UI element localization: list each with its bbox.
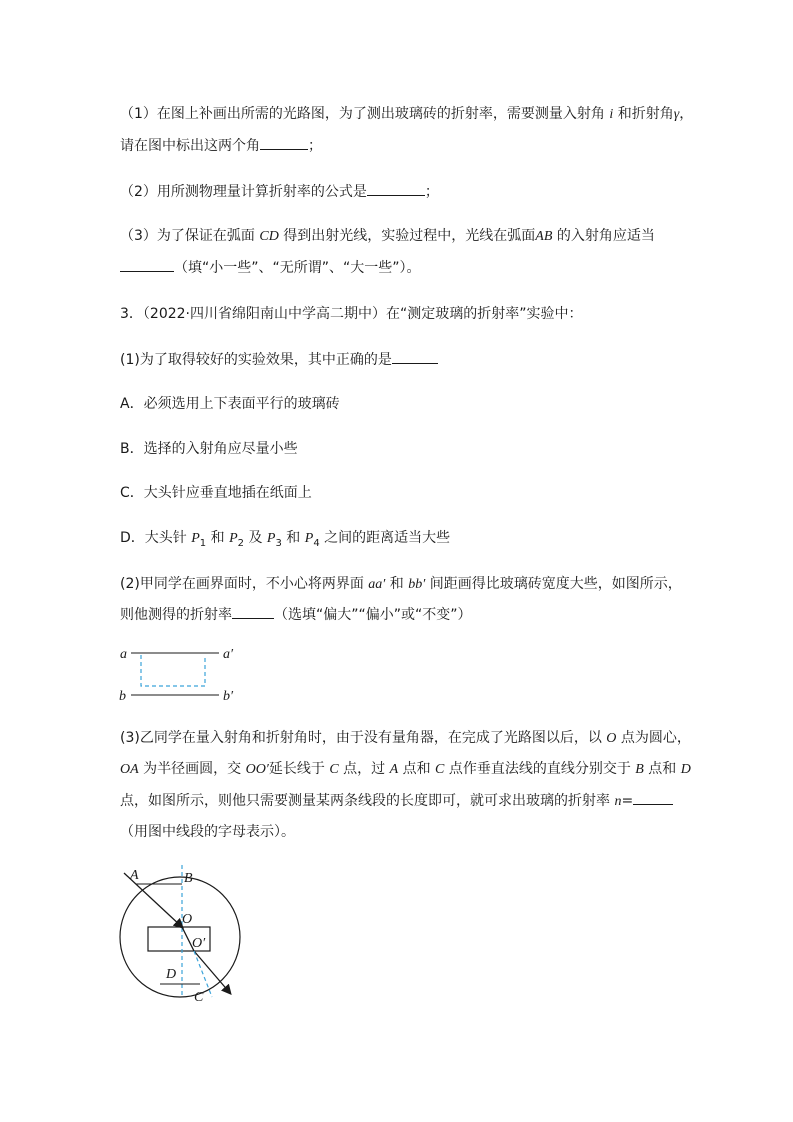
q2-part1-text-b: 和折射角 xyxy=(613,106,674,122)
q3-s3-oa: OA xyxy=(120,762,139,777)
q3-s2-text-a: (2)甲同学在画界面时，不小心将两界面 xyxy=(120,576,369,592)
q3-option-b: B．选择的入射角应尽量小些 xyxy=(120,441,298,457)
figure-interfaces xyxy=(115,643,255,703)
q3-option-d-text-e: 之间的距离适当大些 xyxy=(319,530,451,546)
label-a: a xyxy=(120,647,127,662)
q3-s3-l2-text-e: 点作垂直法线的直线分别交于 xyxy=(444,761,636,777)
q3-p2: P xyxy=(229,531,238,546)
q3-s2-aa: aa′ xyxy=(368,577,386,592)
q3-s3-line1 xyxy=(120,728,691,749)
label-C: C xyxy=(194,990,204,1005)
q2-part1-text-c: ， xyxy=(679,106,694,122)
q3-p1: P xyxy=(191,531,200,546)
q2-part3-text-a: （3）为了保证在弧面 xyxy=(120,228,260,244)
q3-option-d-text-a: D．大头针 xyxy=(120,530,192,546)
q3-s3-l1-o: O xyxy=(606,731,617,746)
q3-p3-sub: 3 xyxy=(275,537,282,549)
q3-s3-l2-text-d: 点和 xyxy=(398,761,436,777)
q3-s3-l3-text-a: 点，如图所示，则他只需要测量某两条线段的长度即可，就可求出玻璃的折射率 xyxy=(120,793,615,809)
q2-part3-blank[interactable] xyxy=(120,257,174,272)
q3-s2-text-c: 间距画得比玻璃砖宽度大些，如图所示， xyxy=(425,576,682,592)
q3-p1-sub: 1 xyxy=(199,537,207,549)
emergent-ray xyxy=(194,951,230,993)
q2-part1-line2-text: 请在图中标出这两个角 xyxy=(120,138,260,154)
q2-part2-line xyxy=(120,181,439,202)
q3-s1-blank[interactable] xyxy=(392,349,438,364)
q3-s3-oo: OO′ xyxy=(245,762,269,777)
q3-s3-line4: （用图中线段的字母表示）。 xyxy=(120,824,295,840)
q3-s2-text-b: 和 xyxy=(385,576,409,592)
q3-p2-sub: 2 xyxy=(237,537,245,549)
q2-part3-text-c: 的入射角应适当 xyxy=(552,228,655,244)
q3-s3-l2-text-c: 点，过 xyxy=(338,761,390,777)
q2-part2-text: （2）用所测物理量计算折射率的公式是 xyxy=(120,184,367,200)
q3-s3-l2-text-b: 延长线于 xyxy=(268,761,330,777)
q3-s3-blank[interactable] xyxy=(633,790,673,805)
label-O-prime: O′ xyxy=(192,936,206,951)
label-O: O xyxy=(182,912,193,927)
q3-s3-A: A xyxy=(389,762,399,777)
q3-option-d-text-c: 及 xyxy=(244,530,267,546)
q2-part3-cd: CD xyxy=(259,229,279,244)
q3-s3-l3-text-b: = xyxy=(621,793,634,809)
q3-header: 3．（2022·四川省绵阳南山中学高二期中）在“测定玻璃的折射率”实验中： xyxy=(120,306,583,322)
q3-p3: P xyxy=(266,531,276,546)
construction-circle xyxy=(120,877,240,997)
q3-option-d-text-d: 和 xyxy=(281,530,305,546)
q2-part1-gamma: γ xyxy=(673,107,680,122)
q2-part1-blank[interactable] xyxy=(260,135,308,150)
q2-part1-text-a: （1）在图上补画出所需的光路图，为了测出玻璃砖的折射率，需要测量入射角 xyxy=(120,106,610,122)
figure-circle-construction xyxy=(110,857,270,1017)
q3-s2-blank[interactable] xyxy=(232,604,274,619)
q3-option-a: A．必须选用上下表面平行的玻璃砖 xyxy=(120,396,340,412)
q3-s3-n: n xyxy=(614,794,622,809)
q3-s3-l1-text-a: (3)乙同学在量入射角和折射角时，由于没有量角器，在完成了光路图以后，以 xyxy=(120,730,607,746)
q3-s2-line2 xyxy=(120,604,472,625)
label-A: A xyxy=(130,868,139,883)
label-a-prime: a′ xyxy=(223,647,234,662)
q3-s2-line2-text-b: （选填“偏大”“偏小”或“不变”） xyxy=(274,607,472,623)
q3-s3-l2-text-f: 点和 xyxy=(643,761,681,777)
q2-part2-blank[interactable] xyxy=(367,181,425,196)
label-b: b xyxy=(119,689,126,703)
glass-block-outline xyxy=(141,655,205,686)
q3-option-d-text-b: 和 xyxy=(206,530,230,546)
q2-part1-line1 xyxy=(120,104,693,125)
q2-part1-i: i xyxy=(609,107,614,122)
q3-option-d xyxy=(120,528,450,554)
q3-s2-line2-text-a: 则他测得的折射率 xyxy=(120,607,232,623)
q3-s2-line1 xyxy=(120,574,682,595)
q3-s3-c1: C xyxy=(329,762,339,777)
q3-s3-B: B xyxy=(635,762,644,777)
q3-s3-l1-text-b: 点为圆心， xyxy=(616,730,691,746)
q2-part3-line2 xyxy=(120,257,421,278)
label-B: B xyxy=(184,871,193,886)
q2-part2-end: ； xyxy=(424,184,439,200)
q3-p4: P xyxy=(304,531,314,546)
q3-s3-C: C xyxy=(435,762,445,777)
label-D: D xyxy=(166,967,177,982)
q2-part3-line2-text: （填“小一些”、“无所谓”、“大一些”）。 xyxy=(174,260,421,276)
q2-part3-text-b: 得到出射光线，实验过程中，光线在弧面 xyxy=(278,228,536,244)
q3-s1-line xyxy=(120,349,438,370)
q2-part3-line1 xyxy=(120,226,655,247)
q3-s3-D: D xyxy=(680,762,691,777)
q3-option-c: C．大头针应垂直地插在纸面上 xyxy=(120,485,312,501)
q3-s3-line2 xyxy=(120,759,691,780)
q3-s3-l2-text-a: 为半径画圆，交 xyxy=(138,761,246,777)
q2-part1-line2 xyxy=(120,135,322,156)
q2-part1-end: ； xyxy=(308,138,322,154)
q3-s3-line3 xyxy=(120,790,673,812)
q3-s1-text: (1)为了取得较好的实验效果，其中正确的是 xyxy=(120,352,392,368)
label-b-prime: b′ xyxy=(223,689,234,703)
q3-s2-bb: bb′ xyxy=(408,577,426,592)
q2-part3-ab: AB xyxy=(535,229,553,244)
q3-p4-sub: 4 xyxy=(313,537,320,549)
